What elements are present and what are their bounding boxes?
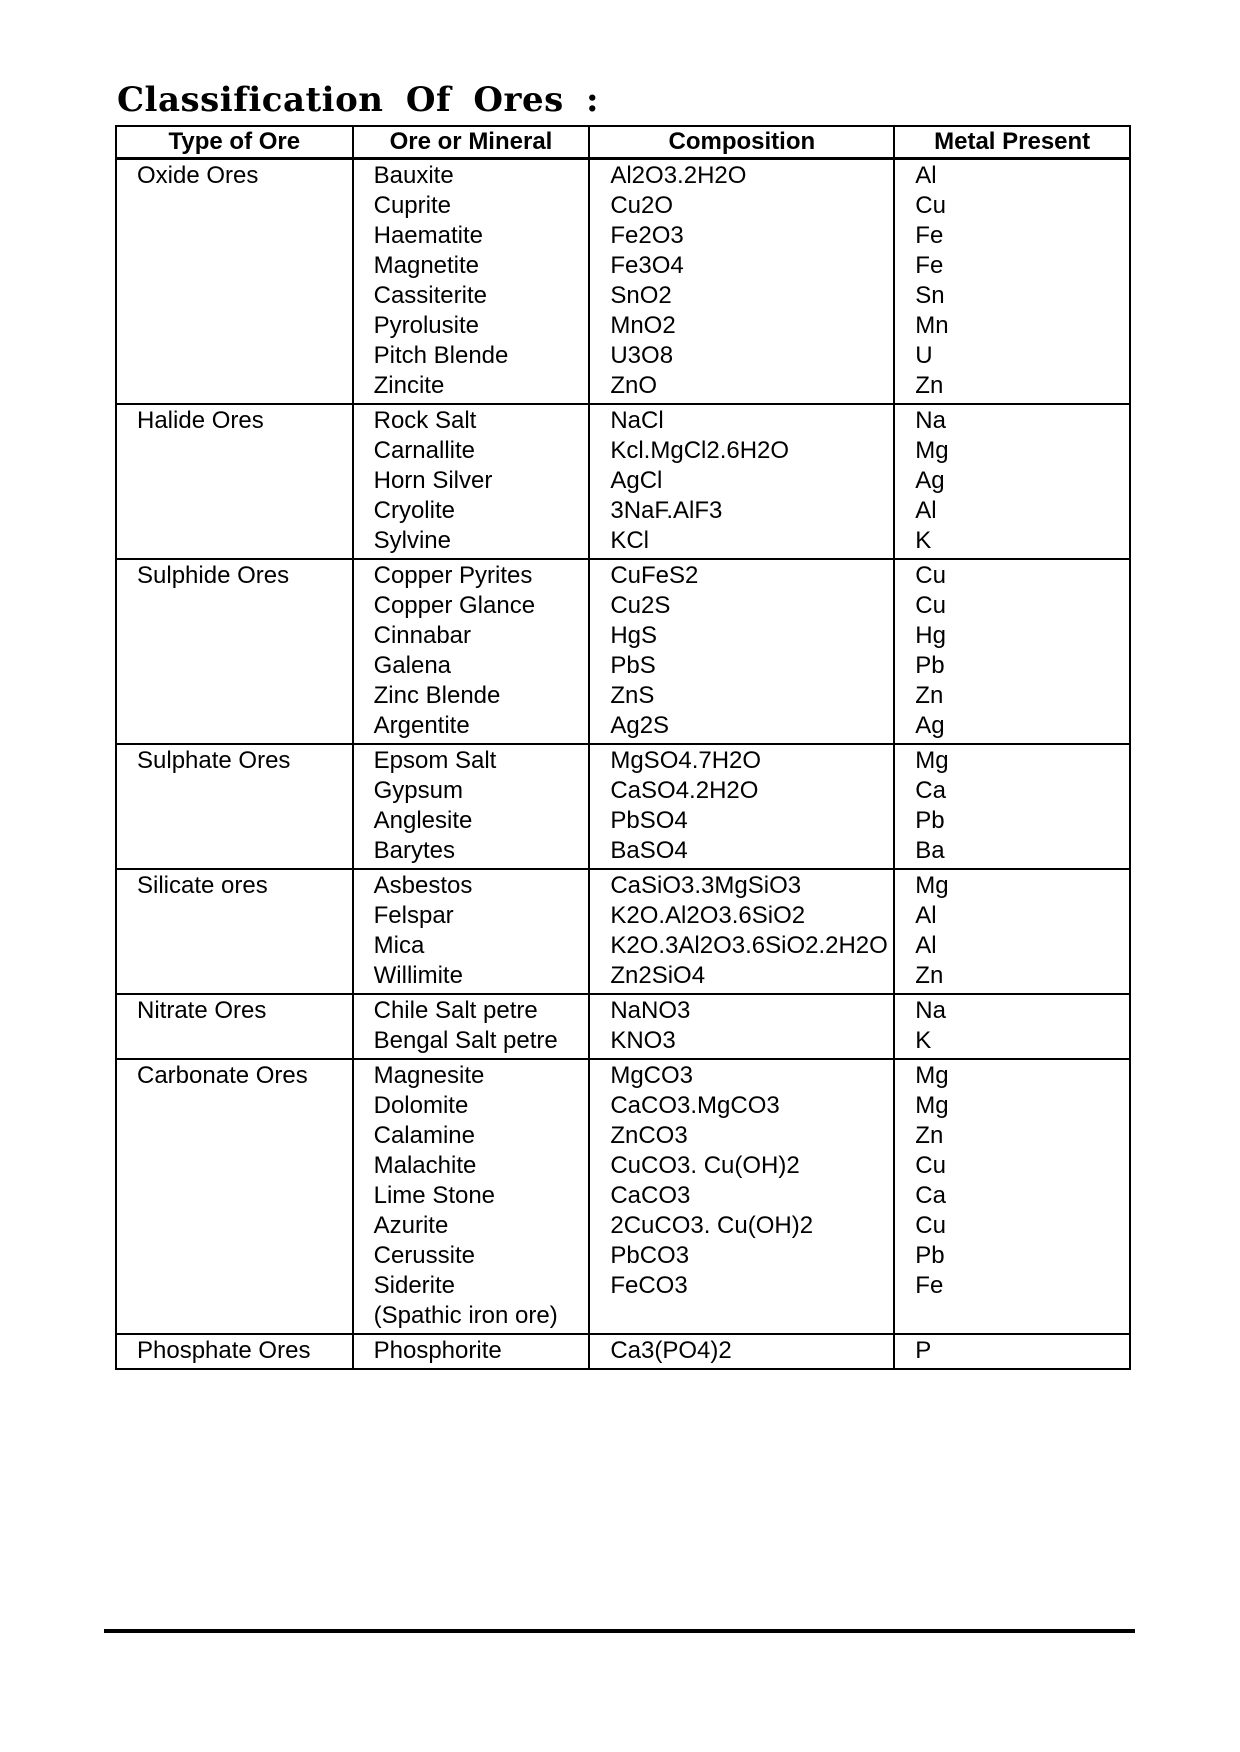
mineral-name: (Spathic iron ore) <box>373 1302 558 1329</box>
mineral-name: Argentite <box>373 712 470 739</box>
composition-formula: ZnS <box>610 682 655 709</box>
mineral-name: Felspar <box>373 902 454 929</box>
header-metal: Metal Present <box>894 126 1130 159</box>
mineral-name: Cerussite <box>373 1242 475 1269</box>
mineral-name: Malachite <box>373 1152 477 1179</box>
metal-symbol <box>915 1301 1129 1331</box>
mineral-cell <box>353 559 590 744</box>
composition-formula <box>610 1301 893 1331</box>
table-row <box>116 559 1130 744</box>
page-title: Classification Of Ores : <box>117 80 600 120</box>
composition-formula: MgSO4.7H2O <box>610 747 762 774</box>
table-row <box>116 994 1130 1059</box>
table-row <box>116 404 1130 559</box>
metal-symbol: Zn <box>915 1122 944 1149</box>
header-composition: Composition <box>589 126 894 159</box>
composition-formula: ZnCO3 <box>610 1122 688 1149</box>
metal-symbol: Cu <box>915 1152 946 1179</box>
mineral-name: Bengal Salt petre <box>373 1027 558 1054</box>
metal-symbol: K <box>915 1027 932 1054</box>
mineral-name: Cryolite <box>373 497 455 524</box>
ore-type: Phosphate Ores <box>137 1337 311 1364</box>
composition-formula: PbCO3 <box>610 1242 690 1269</box>
metal-cell <box>894 869 1130 994</box>
composition-formula: BaSO4 <box>610 837 688 864</box>
mineral-name: Magnesite <box>373 1062 485 1089</box>
mineral-name: Lime Stone <box>373 1182 496 1209</box>
metal-symbol: Mg <box>915 747 949 774</box>
mineral-name: Willimite <box>373 962 463 989</box>
ore-type-cell <box>116 1059 353 1334</box>
ore-type-cell <box>116 159 353 405</box>
composition-formula: SnO2 <box>610 282 672 309</box>
composition-formula: Cu2S <box>610 592 671 619</box>
mineral-name: Azurite <box>373 1212 449 1239</box>
mineral-name: Horn Silver <box>373 467 493 494</box>
composition-formula: Fe3O4 <box>610 252 684 279</box>
ore-type: Sulphate Ores <box>137 747 291 774</box>
table-row <box>116 1334 1130 1369</box>
mineral-name: Barytes <box>373 837 455 864</box>
table-header-row <box>116 126 1130 159</box>
metal-symbol: Ca <box>915 1182 946 1209</box>
ore-type: Sulphide Ores <box>137 562 290 589</box>
metal-symbol: Na <box>915 997 946 1024</box>
metal-symbol: Pb <box>915 652 945 679</box>
ore-type-cell <box>116 744 353 869</box>
mineral-name: Cassiterite <box>373 282 487 309</box>
composition-formula: ZnO <box>610 372 658 399</box>
ore-type-cell <box>116 869 353 994</box>
metal-cell <box>894 404 1130 559</box>
composition-cell <box>589 1059 894 1334</box>
metal-symbol: Hg <box>915 622 946 649</box>
composition-formula: Fe2O3 <box>610 222 684 249</box>
mineral-name: Dolomite <box>373 1092 469 1119</box>
metal-symbol: Zn <box>915 962 944 989</box>
composition-cell <box>589 159 894 405</box>
metal-symbol: Cu <box>915 562 946 589</box>
metal-symbol: P <box>915 1337 932 1364</box>
composition-formula: Ca3(PO4)2 <box>610 1337 732 1364</box>
metal-symbol: Al <box>915 932 937 959</box>
mineral-cell <box>353 404 590 559</box>
table-row <box>116 744 1130 869</box>
ore-type: Nitrate Ores <box>137 997 267 1024</box>
metal-symbol: Zn <box>915 682 944 709</box>
ore-type: Halide Ores <box>137 407 264 434</box>
mineral-name: Mica <box>373 932 425 959</box>
metal-symbol: Mg <box>915 872 949 899</box>
metal-cell <box>894 159 1130 405</box>
ore-type-cell <box>116 994 353 1059</box>
metal-symbol: K <box>915 527 932 554</box>
metal-cell <box>894 994 1130 1059</box>
mineral-name: Calamine <box>373 1122 476 1149</box>
ore-type-cell <box>116 404 353 559</box>
ore-type-cell <box>116 1334 353 1369</box>
metal-symbol: Na <box>915 407 946 434</box>
mineral-name: Rock Salt <box>373 407 477 434</box>
ore-type-cell <box>116 559 353 744</box>
metal-symbol: Pb <box>915 1242 945 1269</box>
mineral-name: Phosphorite <box>373 1337 502 1364</box>
metal-symbol: Sn <box>915 282 945 309</box>
composition-formula: MnO2 <box>610 312 676 339</box>
composition-formula: NaCl <box>610 407 664 434</box>
composition-formula: KCl <box>610 527 650 554</box>
metal-symbol: Mn <box>915 312 949 339</box>
metal-symbol: U <box>915 342 933 369</box>
metal-symbol: Ba <box>915 837 945 864</box>
mineral-name: Gypsum <box>373 777 463 804</box>
mineral-name: Copper Pyrites <box>373 562 533 589</box>
composition-formula: CaSO4.2H2O <box>610 777 759 804</box>
mineral-name: Anglesite <box>373 807 473 834</box>
composition-formula: 3NaF.AlF3 <box>610 497 723 524</box>
metal-symbol: Cu <box>915 1212 946 1239</box>
mineral-cell <box>353 994 590 1059</box>
metal-symbol: Cu <box>915 592 946 619</box>
mineral-name: Haematite <box>373 222 484 249</box>
mineral-name: Galena <box>373 652 452 679</box>
composition-cell <box>589 994 894 1059</box>
composition-formula: FeCO3 <box>610 1272 688 1299</box>
composition-formula: K2O.3Al2O3.6SiO2.2H2O <box>610 932 888 959</box>
mineral-name: Siderite <box>373 1272 455 1299</box>
mineral-name: Magnetite <box>373 252 480 279</box>
composition-formula: 2CuCO3. Cu(OH)2 <box>610 1212 814 1239</box>
composition-formula: CaCO3.MgCO3 <box>610 1092 780 1119</box>
mineral-cell <box>353 744 590 869</box>
metal-symbol: Fe <box>915 252 944 279</box>
metal-symbol: Ca <box>915 777 946 804</box>
mineral-name: Epsom Salt <box>373 747 497 774</box>
mineral-cell <box>353 1059 590 1334</box>
metal-cell <box>894 1334 1130 1369</box>
metal-symbol: Fe <box>915 1272 944 1299</box>
header-type: Type of Ore <box>116 126 353 159</box>
table-row <box>116 869 1130 994</box>
mineral-cell <box>353 1334 590 1369</box>
mineral-name: Cuprite <box>373 192 451 219</box>
mineral-name: Asbestos <box>373 872 473 899</box>
composition-formula: Cu2O <box>610 192 674 219</box>
header-mineral: Ore or Mineral <box>353 126 590 159</box>
composition-formula: KNO3 <box>610 1027 676 1054</box>
composition-cell <box>589 744 894 869</box>
metal-symbol: Pb <box>915 807 945 834</box>
mineral-name: Carnallite <box>373 437 476 464</box>
mineral-name: Pitch Blende <box>373 342 509 369</box>
footer-rule <box>104 1629 1135 1633</box>
metal-symbol: Al <box>915 902 937 929</box>
metal-symbol: Mg <box>915 437 949 464</box>
mineral-name: Bauxite <box>373 162 454 189</box>
mineral-name: Chile Salt petre <box>373 997 538 1024</box>
ore-type: Carbonate Ores <box>137 1062 308 1089</box>
metal-cell <box>894 744 1130 869</box>
mineral-name: Zincite <box>373 372 445 399</box>
composition-formula: CaCO3 <box>610 1182 691 1209</box>
mineral-name: Pyrolusite <box>373 312 479 339</box>
composition-formula: CaSiO3.3MgSiO3 <box>610 872 802 899</box>
metal-symbol: Cu <box>915 192 946 219</box>
composition-formula: CuCO3. Cu(OH)2 <box>610 1152 800 1179</box>
composition-formula: Ag2S <box>610 712 670 739</box>
metal-symbol: Al <box>915 497 937 524</box>
composition-formula: PbSO4 <box>610 807 688 834</box>
composition-formula: PbS <box>610 652 656 679</box>
composition-formula: MgCO3 <box>610 1062 694 1089</box>
composition-cell <box>589 404 894 559</box>
composition-cell <box>589 1334 894 1369</box>
composition-formula: NaNO3 <box>610 997 691 1024</box>
ores-table <box>115 125 1131 1370</box>
metal-symbol: Ag <box>915 467 945 494</box>
composition-formula: AgCl <box>610 467 663 494</box>
composition-cell <box>589 869 894 994</box>
mineral-cell <box>353 869 590 994</box>
mineral-cell <box>353 159 590 405</box>
table-row <box>116 1059 1130 1334</box>
metal-symbol: Fe <box>915 222 944 249</box>
metal-symbol: Ag <box>915 712 945 739</box>
metal-cell <box>894 1059 1130 1334</box>
composition-formula: HgS <box>610 622 658 649</box>
metal-cell <box>894 559 1130 744</box>
table-body <box>116 159 1130 1370</box>
composition-formula: Al2O3.2H2O <box>610 162 747 189</box>
metal-symbol: Mg <box>915 1062 949 1089</box>
mineral-name: Zinc Blende <box>373 682 501 709</box>
composition-formula: K2O.Al2O3.6SiO2 <box>610 902 806 929</box>
ore-type: Oxide Ores <box>137 162 259 189</box>
ore-type: Silicate ores <box>137 872 268 899</box>
metal-symbol: Al <box>915 162 937 189</box>
metal-symbol: Mg <box>915 1092 949 1119</box>
mineral-name: Copper Glance <box>373 592 536 619</box>
mineral-name: Cinnabar <box>373 622 472 649</box>
composition-formula: U3O8 <box>610 342 674 369</box>
composition-formula: CuFeS2 <box>610 562 699 589</box>
metal-symbol: Zn <box>915 372 944 399</box>
composition-formula: Zn2SiO4 <box>610 962 706 989</box>
table-row <box>116 159 1130 405</box>
mineral-name: Sylvine <box>373 527 451 554</box>
composition-cell <box>589 559 894 744</box>
composition-formula: Kcl.MgCl2.6H2O <box>610 437 790 464</box>
